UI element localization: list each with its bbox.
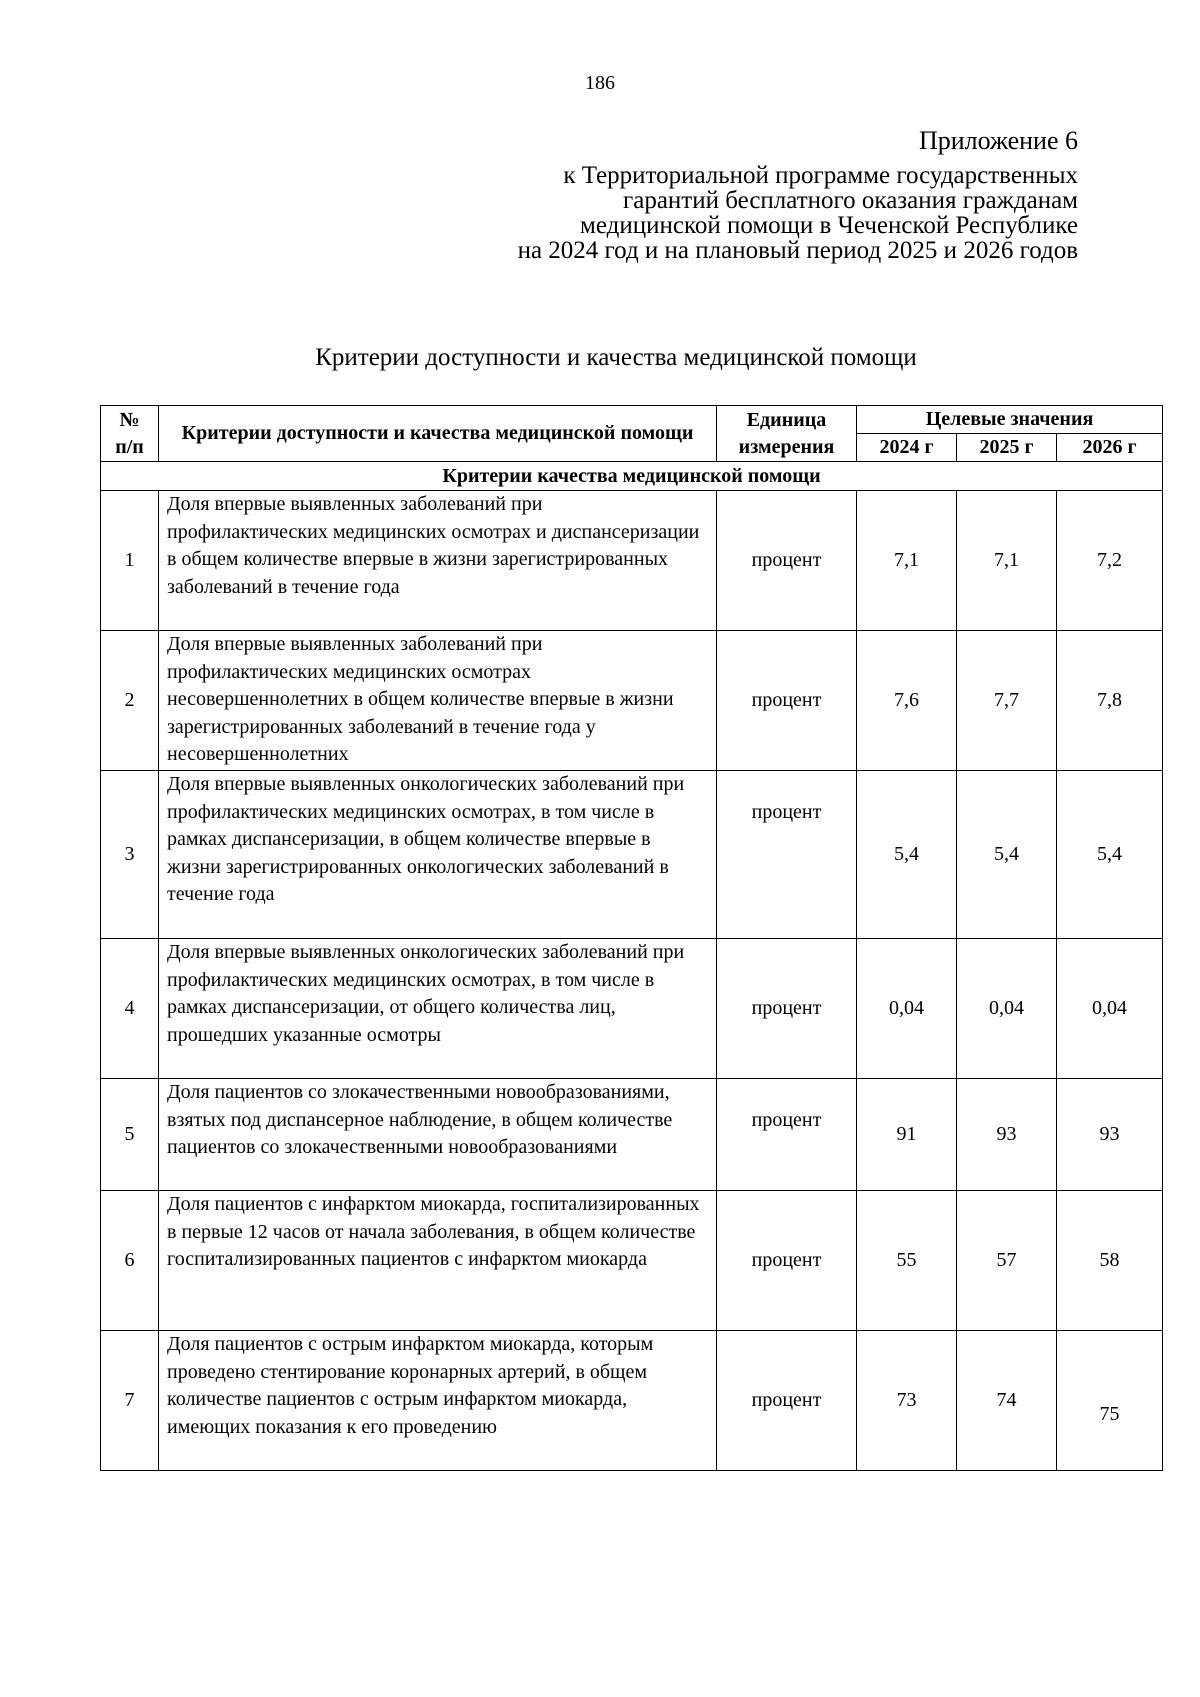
row-unit: процент: [717, 939, 857, 1079]
appendix-subtitle: [438, 163, 1078, 263]
row-number: 3: [101, 771, 159, 939]
row-unit: процент: [717, 771, 857, 939]
section-heading: Критерии качества медицинской помощи: [101, 462, 1163, 491]
row-value-2026: 7,8: [1057, 631, 1163, 771]
table-row: [101, 1331, 1163, 1471]
header-unit: [717, 406, 857, 462]
row-value-2025: 0,04: [957, 939, 1057, 1079]
row-value-2024: 91: [857, 1079, 957, 1191]
row-number: 7: [101, 1331, 159, 1471]
row-value-2024: 5,4: [857, 771, 957, 939]
row-criterion: Доля впервые выявленных онкологических заболеваний при профилактических медицинских осмотрах, в том числе в рамках диспансеризации, в общем количестве впервые в жизни зарегистрированных онкологических заболеваний в течение года: [159, 771, 717, 939]
row-value-2025: 7,1: [957, 491, 1057, 631]
table-row: [101, 491, 1163, 631]
header-num: [101, 406, 159, 462]
row-value-2025: 57: [957, 1191, 1057, 1331]
row-value-2025: 7,7: [957, 631, 1057, 771]
header-num-line1: №: [119, 408, 140, 431]
appendix-line: на 2024 год и на плановый период 2025 и 2026 годов: [517, 237, 1078, 264]
header-target: Целевые значения: [857, 406, 1163, 434]
row-unit: процент: [717, 491, 857, 631]
row-value-2024: 7,1: [857, 491, 957, 631]
row-number: 2: [101, 631, 159, 771]
row-criterion: Доля впервые выявленных онкологических заболеваний при профилактических медицинских осмотрах, в том числе в рамках диспансеризации, от общего количества лиц, прошедших указанные осмотры: [159, 939, 717, 1079]
row-unit: процент: [717, 1191, 857, 1331]
table-row: [101, 1191, 1163, 1331]
appendix-title: Приложение 6: [918, 126, 1078, 155]
row-value-2026: 5,4: [1057, 771, 1163, 939]
row-value-2026: 93: [1057, 1079, 1163, 1191]
row-criterion: Доля впервые выявленных заболеваний при профилактических медицинских осмотрах и диспансеризации в общем количестве впервые в жизни зарегистрированных заболеваний в течение года: [159, 491, 717, 631]
header-year-2025: 2025 г: [957, 434, 1057, 462]
row-criterion: Доля пациентов со злокачественными новообразованиями, взятых под диспансерное наблюдение, в общем количестве пациентов со злокачественными новообразованиями: [159, 1079, 717, 1191]
row-value-2024: 7,6: [857, 631, 957, 771]
table-row: [101, 771, 1163, 939]
row-number: 6: [101, 1191, 159, 1331]
row-number: 1: [101, 491, 159, 631]
header-year-2026: 2026 г: [1057, 434, 1163, 462]
header-unit-line2: измерения: [738, 435, 835, 458]
appendix-line: к Территориальной программе государственных: [563, 162, 1078, 189]
appendix-line: медицинской помощи в Чеченской Республике: [580, 212, 1078, 239]
row-value-2024: 73: [857, 1331, 957, 1471]
row-value-2026: 0,04: [1057, 939, 1163, 1079]
row-value-2026: 75: [1057, 1331, 1163, 1471]
row-criterion: Доля пациентов с инфарктом миокарда, госпитализированных в первые 12 часов от начала заболевания, в общем количестве госпитализированных пациентов с инфарктом миокарда: [159, 1191, 717, 1331]
row-value-2025: 74: [957, 1331, 1057, 1471]
row-unit: процент: [717, 631, 857, 771]
row-value-2025: 5,4: [957, 771, 1057, 939]
table-row: [101, 1079, 1163, 1191]
row-value-2025: 93: [957, 1079, 1057, 1191]
row-value-2024: 0,04: [857, 939, 957, 1079]
row-value-2026: 58: [1057, 1191, 1163, 1331]
document-title: Критерии доступности и качества медицинской помощи: [315, 344, 917, 371]
table-row: [101, 631, 1163, 771]
header-year-2024: 2024 г: [857, 434, 957, 462]
row-unit: процент: [717, 1331, 857, 1471]
row-value-2024: 55: [857, 1191, 957, 1331]
criteria-table: [100, 405, 1163, 1471]
page-number: 186: [585, 72, 615, 94]
appendix-line: гарантий бесплатного оказания гражданам: [622, 187, 1078, 214]
row-number: 5: [101, 1079, 159, 1191]
row-number: 4: [101, 939, 159, 1079]
row-criterion: Доля пациентов с острым инфарктом миокарда, которым проведено стентирование коронарных артерий, в общем количестве пациентов с острым инфарктом миокарда, имеющих показания к его проведению: [159, 1331, 717, 1471]
row-value-2026: 7,2: [1057, 491, 1163, 631]
row-criterion: Доля впервые выявленных заболеваний при профилактических медицинских осмотрах несовершеннолетних в общем количестве впервые в жизни зарегистрированных заболеваний в течение года у несовершеннолетних: [159, 631, 717, 771]
header-num-line2: п/п: [115, 435, 144, 458]
table-row: [101, 939, 1163, 1079]
header-criteria: Критерии доступности и качества медицинской помощи: [159, 406, 717, 462]
header-unit-line1: Единица: [746, 408, 827, 431]
row-unit: процент: [717, 1079, 857, 1191]
